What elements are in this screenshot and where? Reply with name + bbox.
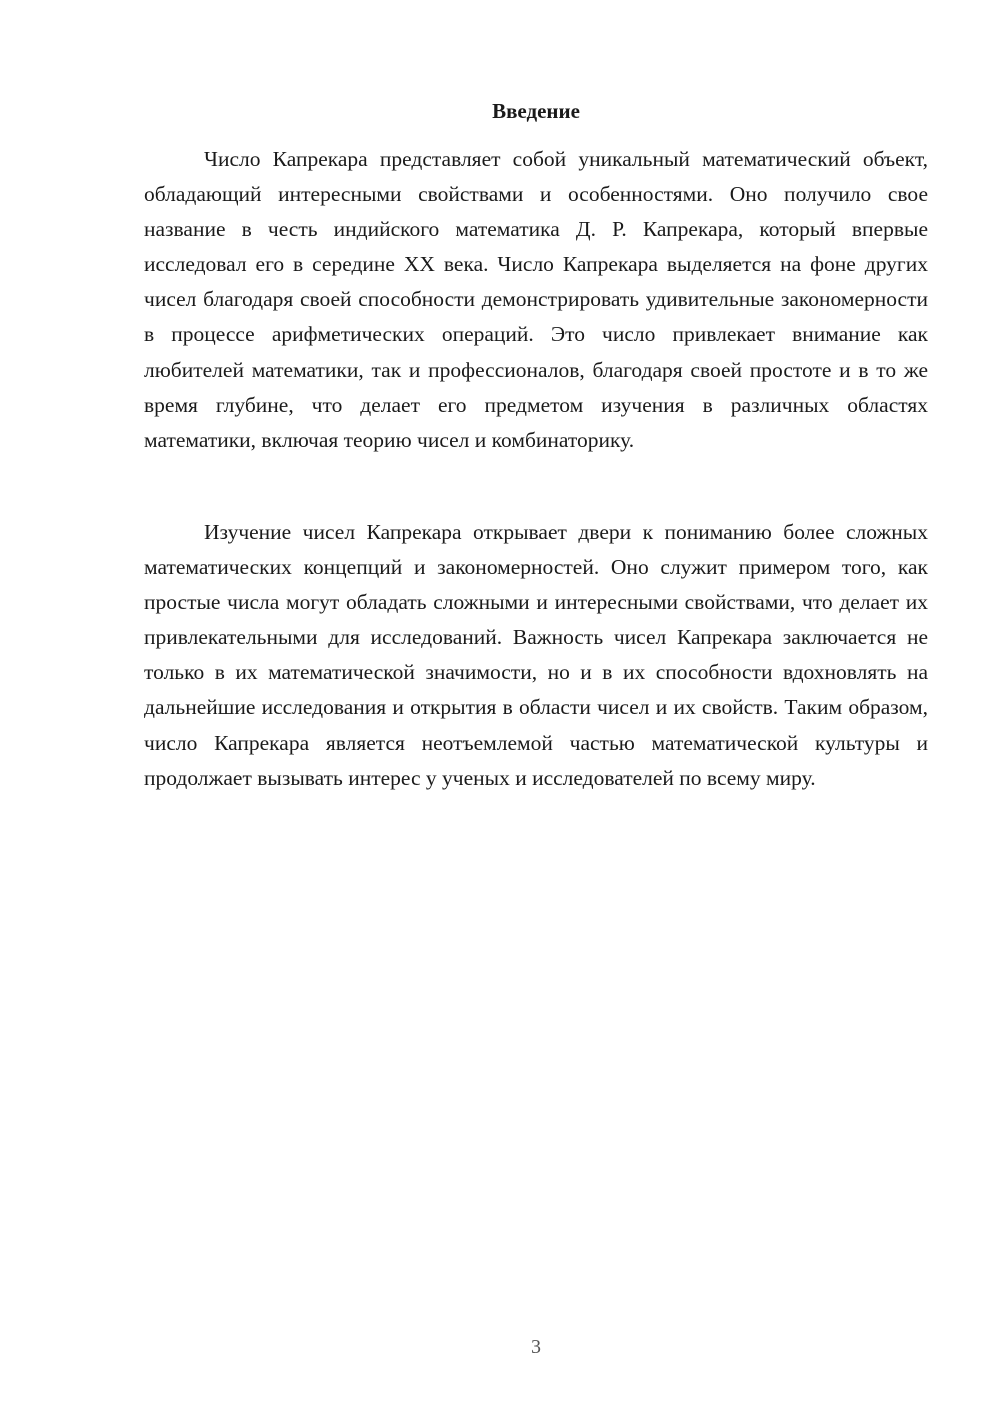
section-title: Введение — [492, 99, 580, 123]
paragraph-2: Изучение чисел Капрекара открывает двери к пониманию более сложных математических концепций и закономерностей. Оно служит примером того, как простые числа могут обладать сложными и интересными свойствами, что делает их привлекательными для исследований. Важность чисел Капрекара заключается не только в их математической значимости, но и в их способности вдохновлять на дальнейшие исследования и открытия в области чисел и их свойств. Таким образом, число Капрекара является неотъемлемой частью математической культуры и продолжает вызывать интерес у ученых и исследователей по всему миру. — [144, 520, 928, 790]
paragraph-1: Число Капрекара представляет собой уникальный математический объект, обладающий интересными свойствами и особенностями. Оно получило свое название в честь индийского математика Д. Р. Капрекара, который впервые исследовал его в середине XX века. Число Капрекара выделяется на фоне других чисел благодаря своей способности демонстрировать удивительные закономерности в процессе арифметических операций. Это число привлекает внимание как любителей математики, так и профессионалов, благодаря своей простоте и в то же время глубине, что делает его предметом изучения в различных областях математики, включая теорию чисел и комбинаторику. — [144, 147, 928, 452]
page-number: 3 — [531, 1336, 541, 1358]
